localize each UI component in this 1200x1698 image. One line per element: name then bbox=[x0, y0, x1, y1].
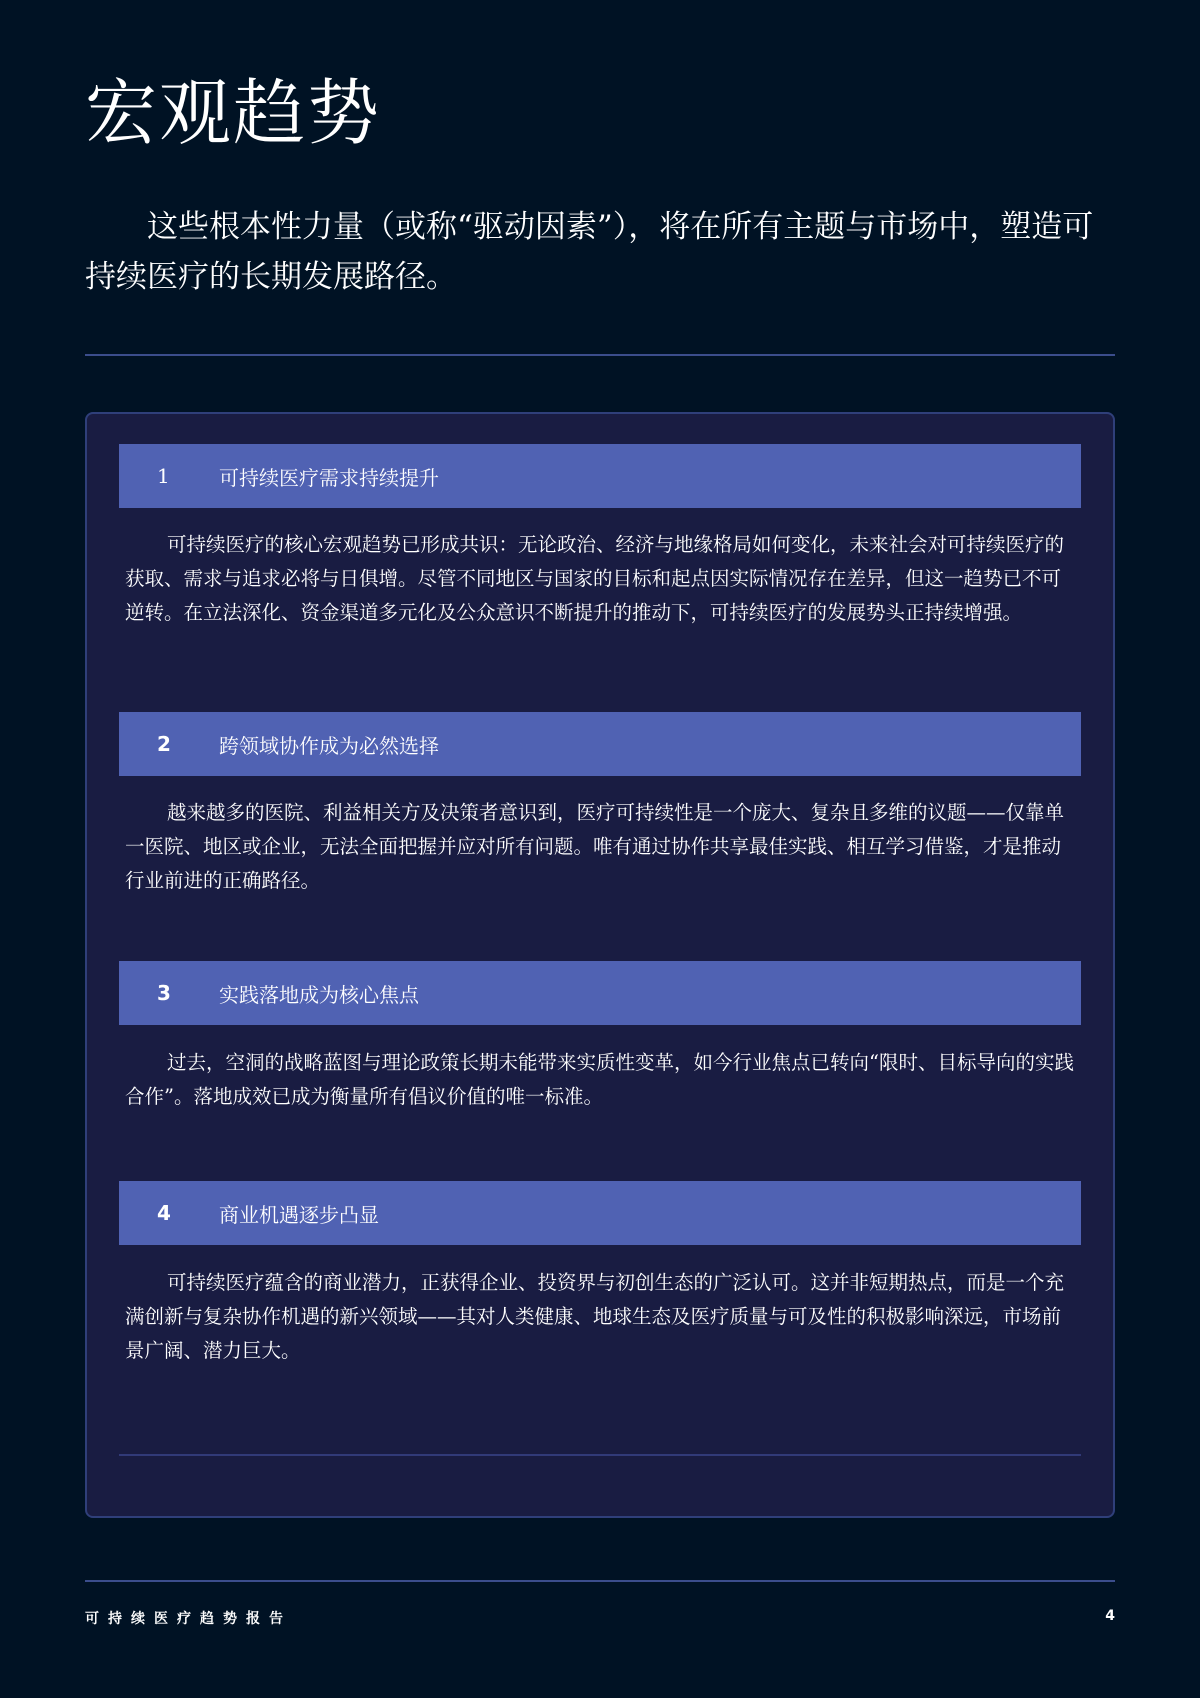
section-body-1: 可持续医疗的核心宏观趋势已形成共识：无论政治、经济与地缘格局如何变化，未来社会对可持续医疗的获取、需求与追求必将与日俱增。尽管不同地区与国家的目标和起点因实际情况存在差异，但这一趋势已不可逆转。在立法深化、资金渠道多元化及公众意识不断提升的推动下，可持续医疗的发展势头正持续增强。 bbox=[125, 533, 1065, 624]
section-title: 实践落地成为核心焦点 bbox=[219, 982, 419, 1007]
card-divider bbox=[119, 1454, 1081, 1456]
section-header-2 bbox=[119, 712, 1081, 776]
section-title: 跨领域协作成为必然选择 bbox=[219, 733, 439, 758]
section-number: 3 bbox=[157, 981, 171, 1005]
section-number: 2 bbox=[157, 732, 171, 756]
section-body-2: 越来越多的医院、利益相关方及决策者意识到，医疗可持续性是一个庞大、复杂且多维的议题——仅靠单一医院、地区或企业，无法全面把握并应对所有问题。唯有通过协作共享最佳实践、相互学习借鉴，才是推动行业前进的正确路径。 bbox=[125, 801, 1065, 892]
section-title: 可持续医疗需求持续提升 bbox=[219, 465, 439, 490]
section-header-4 bbox=[119, 1181, 1081, 1245]
footer-report-title: 可持续医疗趋势报告 bbox=[85, 1611, 292, 1627]
section-header-1 bbox=[119, 444, 1081, 508]
trends-card bbox=[85, 412, 1115, 1518]
page-title: 宏观趋势 bbox=[85, 71, 382, 155]
section-number: 4 bbox=[157, 1201, 171, 1225]
footer-divider bbox=[85, 1580, 1115, 1582]
intro-paragraph: 这些根本性力量（或称“驱动因素”），将在所有主题与市场中，塑造可持续医疗的长期发展路径。 bbox=[85, 209, 1094, 295]
section-body-4: 可持续医疗蕴含的商业潜力，正获得企业、投资界与初创生态的广泛认可。这并非短期热点，而是一个充满创新与复杂协作机遇的新兴领域——其对人类健康、地球生态及医疗质量与可及性的积极影响深远，市场前景广阔、潜力巨大。 bbox=[125, 1271, 1065, 1362]
section-header-3 bbox=[119, 961, 1081, 1025]
page-number: 4 bbox=[1105, 1608, 1115, 1624]
top-divider bbox=[85, 354, 1115, 356]
section-title: 商业机遇逐步凸显 bbox=[219, 1202, 379, 1227]
section-number: 1 bbox=[157, 464, 170, 488]
section-body-3: 过去，空洞的战略蓝图与理论政策长期未能带来实质性变革，如今行业焦点已转向“限时、目标导向的实践合作”。落地成效已成为衡量所有倡议价值的唯一标准。 bbox=[125, 1051, 1074, 1108]
